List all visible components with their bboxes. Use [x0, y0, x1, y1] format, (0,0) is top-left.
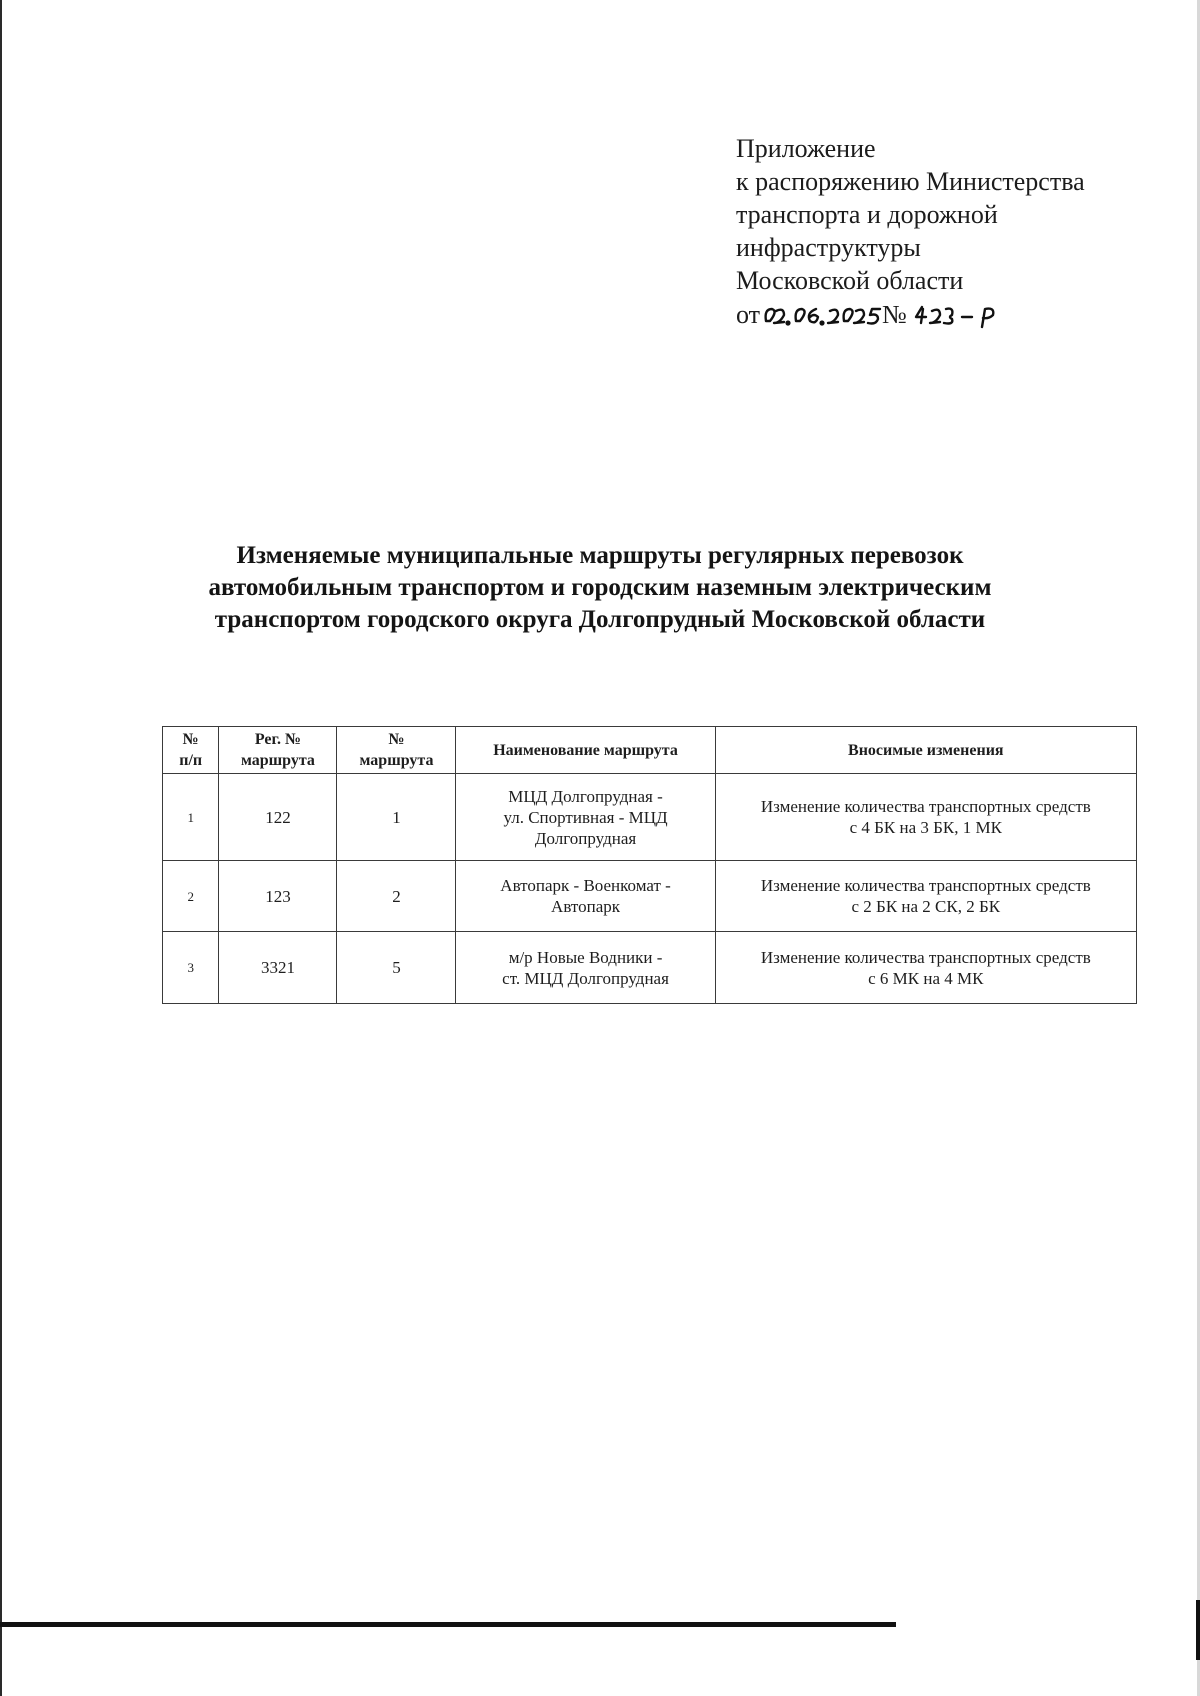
number-sign: №	[882, 300, 907, 329]
cell-num: 3	[163, 932, 219, 1004]
appendix-line-4: инфраструктуры	[736, 233, 921, 262]
cell-name-line: Автопарк	[551, 897, 621, 916]
appendix-line-1: Приложение	[736, 134, 876, 163]
cell-changes	[715, 932, 1136, 1004]
cell-name-line: МЦД Долгопрудная -	[508, 786, 663, 806]
header-num-line-1: №	[182, 731, 199, 748]
cell-change-line: с 2 БК на 2 СК, 2 БК	[851, 897, 1001, 916]
cell-name	[456, 861, 715, 932]
cell-reg: 123	[219, 861, 337, 932]
cell-name-line: ст. МЦД Долгопрудная	[502, 968, 669, 988]
cell-reg: 3321	[219, 932, 337, 1004]
cell-name	[456, 932, 715, 1004]
header-route-number	[337, 727, 456, 774]
appendix-line-5: Московской области	[736, 266, 964, 295]
appendix-line-3: транспорта и дорожной	[736, 200, 998, 229]
handwritten-date-number	[736, 297, 1036, 333]
header-reg-line-1: Рег. №	[254, 731, 302, 748]
handwritten-number	[916, 307, 993, 327]
table-row	[163, 861, 1137, 932]
header-route-line-2: маршрута	[359, 752, 434, 769]
scan-edge-bottom-right	[1196, 1600, 1200, 1660]
cell-change-line: Изменение количества транспортных средств	[760, 947, 1091, 967]
cell-route: 2	[337, 861, 456, 932]
appendix-header	[736, 132, 1156, 331]
cell-change-line: Изменение количества транспортных средств	[760, 876, 1091, 895]
header-route-line-1: №	[388, 731, 405, 748]
cell-changes	[715, 774, 1136, 861]
title-line-2: автомобильным транспортом и городским наземным электрическим	[208, 574, 992, 601]
cell-name-line: м/р Новые Водники -	[508, 947, 663, 967]
title-line-3: транспортом городского округа Долгопрудный Московской области	[214, 606, 986, 633]
cell-change-line: с 6 МК на 4 МК	[868, 968, 984, 988]
cell-num: 2	[163, 861, 219, 932]
date-prefix: от	[736, 300, 761, 329]
handwritten-date	[766, 309, 880, 324]
cell-reg: 122	[219, 774, 337, 861]
cell-changes	[715, 861, 1136, 932]
header-num-line-2: п/п	[179, 752, 203, 769]
cell-route: 5	[337, 932, 456, 1004]
appendix-date-line	[736, 297, 1156, 331]
cell-change-line: Изменение количества транспортных средств	[760, 797, 1091, 816]
header-route-name: Наименование маршрута	[456, 727, 715, 774]
table-row	[163, 932, 1137, 1004]
header-num	[163, 727, 219, 774]
document-title	[150, 540, 1050, 636]
cell-change-line: с 4 БК на 3 БК, 1 МК	[849, 818, 1002, 837]
cell-name-line: ул. Спортивная - МЦД	[503, 807, 668, 827]
cell-name-line: Долгопрудная	[534, 828, 637, 848]
appendix-line-2: к распоряжению Министерства	[736, 167, 1085, 196]
header-changes: Вносимые изменения	[715, 727, 1136, 774]
table-row	[163, 774, 1137, 861]
scan-edge-bottom	[0, 1622, 896, 1627]
cell-route: 1	[337, 774, 456, 861]
header-reg-line-2: маршрута	[240, 752, 315, 769]
header-reg	[219, 727, 337, 774]
table-header-row	[163, 727, 1137, 774]
cell-num: 1	[163, 774, 219, 861]
cell-name	[456, 774, 715, 861]
title-line-1: Изменяемые муниципальные маршруты регулярных перевозок	[236, 542, 964, 569]
scan-edge-left	[0, 0, 2, 1696]
cell-name-line: Автопарк - Военкомат -	[500, 876, 671, 895]
routes-table	[162, 726, 1137, 1004]
